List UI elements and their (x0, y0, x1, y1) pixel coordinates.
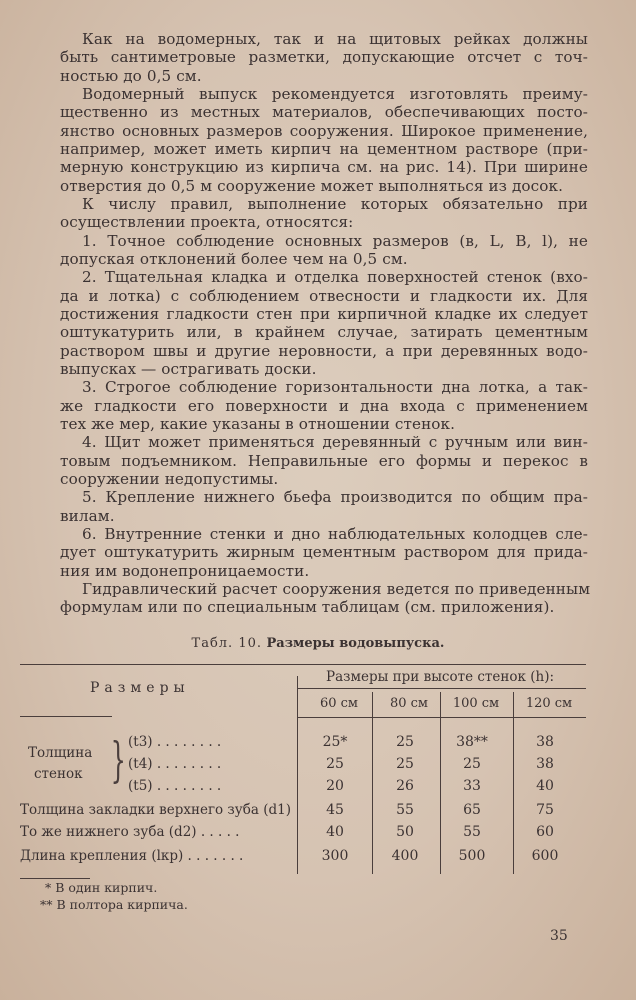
text-line: ностью до 0,5 см. (60, 66, 202, 85)
text-line: быть сантиметровые разметки, допускающие отсчет с точ- (60, 48, 588, 67)
text-line: 6. Внутренние стенки и дно наблюдательных колодцев сле- (82, 524, 588, 543)
table-caption (0, 636, 636, 651)
header-left-rule (20, 716, 112, 717)
text-line: сооружении недопустимы. (60, 469, 279, 488)
text-line: достижения гладкости стен при кирпичной кладке их следует (60, 304, 588, 323)
table-number: Табл. 10. (191, 636, 262, 651)
header-group: Размеры при высоте стенок (h): (326, 669, 555, 685)
table-cell: 55 (396, 802, 414, 818)
table-cell: 60 (536, 824, 554, 840)
text-line: отверстия до 0,5 м сооружение может выполняться из досок. (60, 176, 564, 195)
text-line: Как на водомерных, так и на щитовых рейках должны (82, 30, 588, 48)
text-line: ния им водонепроницаемости. (60, 561, 310, 580)
text-line: 5. Крепление нижнего бьефа производится по общим пра- (82, 488, 588, 507)
header-sizes: Размеры (90, 680, 190, 696)
column-divider (513, 692, 514, 874)
text-line: 3. Строгое соблюдение горизонтальности дна лотка, а так- (82, 378, 588, 397)
column-header: 120 см (525, 696, 573, 711)
row-label: То же нижнего зуба (d2) . . . . . (20, 824, 240, 840)
footnote-2: ** В полтора кирпича. (40, 897, 188, 912)
row-label: Толщина закладки верхнего зуба (d1) (20, 802, 291, 818)
group-label-walls: стенок (34, 766, 83, 782)
table-title: Размеры водовыпуска. (266, 636, 445, 651)
table-cell: 40 (536, 778, 554, 794)
text-line: формулам или по специальным таблицам (см. приложения). (60, 598, 555, 617)
row-label: Длина крепления (lкр) . . . . . . . (20, 848, 244, 864)
table-cell: 40 (326, 824, 344, 840)
table-cell: 38** (456, 734, 488, 750)
brace-icon: } (110, 732, 126, 788)
text-line: же гладкости его поверхности и дна входа с применением (60, 396, 588, 415)
column-header: 100 см (452, 696, 500, 711)
column-header: 80 см (389, 696, 429, 711)
text-line: допуская отклонений более чем на 0,5 см. (60, 249, 408, 268)
text-line: 2. Тщательная кладка и отделка поверхностей стенок (вхо- (82, 268, 588, 287)
table-cell: 45 (326, 802, 344, 818)
header-bottom-rule (298, 717, 586, 718)
table-cell: 25 (326, 756, 344, 772)
text-line: оштукатурить или, в крайнем случае, затирать цементным (60, 323, 588, 342)
text-line: раствором швы и другие неровности, а при деревянных водо- (60, 341, 588, 360)
table-cell: 400 (391, 848, 419, 864)
text-line: дует оштукатурить жирным цементным раствором для прида- (60, 543, 588, 562)
table-cell: 26 (396, 778, 414, 794)
text-line: тех же мер, какие указаны в отношении стенок. (60, 414, 456, 433)
text-line: К числу правил, выполнение которых обязательно при (82, 194, 588, 213)
table-cell: 38 (536, 756, 554, 772)
column-divider (372, 692, 373, 874)
row-label: (t4) . . . . . . . . (128, 756, 222, 772)
table-cell: 38 (536, 734, 554, 750)
table-cell: 75 (536, 802, 554, 818)
text-line: 1. Точное соблюдение основных размеров (в, L, B, l), не (82, 231, 588, 250)
group-label-thickness: Толщина (28, 745, 93, 761)
column-header: 60 см (319, 696, 359, 711)
table-cell: 25* (322, 734, 348, 750)
text-line: осуществлении проекта, относятся: (60, 213, 354, 232)
text-line: вилам. (60, 506, 115, 525)
table-cell: 20 (326, 778, 344, 794)
text-line: товым подъемником. Неправильные его формы и перекос в (60, 451, 588, 470)
table-cell: 600 (531, 848, 559, 864)
table-cell: 300 (321, 848, 349, 864)
table-cell: 65 (463, 802, 481, 818)
row-label: (t5) . . . . . . . . (128, 778, 222, 794)
table-cell: 50 (396, 824, 414, 840)
text-line: Водомерный выпуск рекомендуется изготовлять преиму- (82, 84, 588, 103)
table-cell: 500 (458, 848, 486, 864)
table-cell: 25 (463, 756, 481, 772)
text-line: 4. Щит может применяться деревянный с ручным или вин- (82, 433, 588, 452)
table-cell: 33 (463, 778, 481, 794)
text-line: выпусках — острагивать доски. (60, 359, 317, 378)
table-cell: 25 (396, 734, 414, 750)
column-divider (297, 676, 298, 874)
body-text (60, 30, 591, 617)
table-top-rule (20, 664, 586, 665)
group-header-rule (298, 688, 586, 689)
table-cell: 55 (463, 824, 481, 840)
text-line: мерную конструкцию из кирпича см. на рис. 14). При ширине (60, 158, 588, 177)
text-line: янство основных размеров сооружения. Широкое применение, (60, 121, 588, 140)
footnote-1: * В один кирпич. (45, 880, 158, 895)
text-line: да и лотка) с соблюдением отвесности и гладкости их. Для (60, 286, 588, 305)
column-divider (440, 692, 441, 874)
row-label: (t3) . . . . . . . . (128, 734, 222, 750)
page-number: 35 (550, 928, 568, 944)
text-line: например, может иметь кирпич на цементном растворе (при- (60, 139, 588, 158)
table-cell: 25 (396, 756, 414, 772)
text-line: щественно из местных материалов, обеспечивающих посто- (60, 103, 588, 122)
footnote-rule (20, 878, 90, 879)
text-line: Гидравлический расчет сооружения ведется по приведенным (82, 579, 591, 598)
